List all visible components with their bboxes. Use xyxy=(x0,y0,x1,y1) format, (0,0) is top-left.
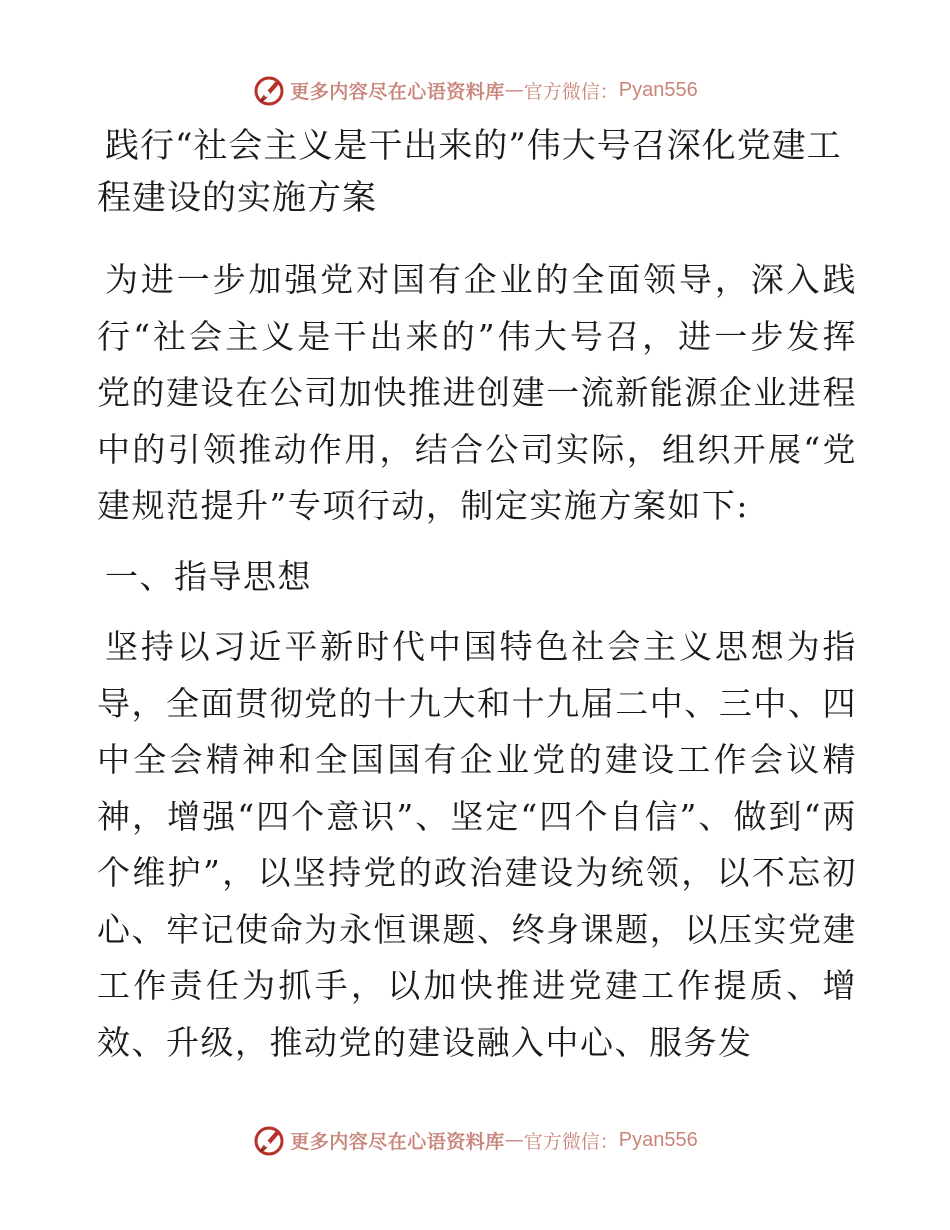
banner-main-text: 更多内容尽在心语资料库 xyxy=(290,80,505,103)
footer-wechat-label: 官方微信： xyxy=(523,1130,619,1153)
footer-separator: — xyxy=(504,1129,524,1151)
footer-main-text: 更多内容尽在心语资料库 xyxy=(290,1130,505,1153)
banner-wechat-id: Pyan556 xyxy=(618,78,698,101)
banner-separator: — xyxy=(504,79,524,101)
document-title: 践行“社会主义是干出来的”伟大号召深化党建工程建设的实施方案 xyxy=(97,126,842,218)
footer-banner xyxy=(0,1120,950,1160)
header-banner xyxy=(0,70,950,110)
section-heading-guiding-ideology: 一、指导思想 xyxy=(105,556,312,596)
intro-paragraph: 为进一步加强党对国有企业的全面领导，深入践行“社会主义是干出来的”伟大号召，进一步发挥党的建设在公司加快推进创建一流新能源企业进程中的引领推动作用，结合公司实际，组织开展“党建规范提升”专项行动，制定实施方案如下: xyxy=(97,260,857,525)
pen-logo-icon xyxy=(252,73,286,107)
section-body-guiding-ideology: 坚持以习近平新时代中国特色社会主义思想为指导，全面贯彻党的十九大和十九届二中、三中、四中全会精神和全国国有企业党的建设工作会议精神，增强“四个意识”、坚定“四个自信”、做到“两个维护”，以坚持党的政治建设为统领，以不忘初心、牢记使命为永恒课题、终身课题，以压实党建工作责任为抓手，以加快推进党建工作提质、增效、升级，推动党的建设融入中心、服务发 xyxy=(97,627,857,1062)
footer-wechat-id: Pyan556 xyxy=(618,1128,698,1151)
banner-wechat-label: 官方微信： xyxy=(523,80,619,103)
document-body xyxy=(97,120,857,1071)
pen-logo-icon xyxy=(252,1123,286,1157)
